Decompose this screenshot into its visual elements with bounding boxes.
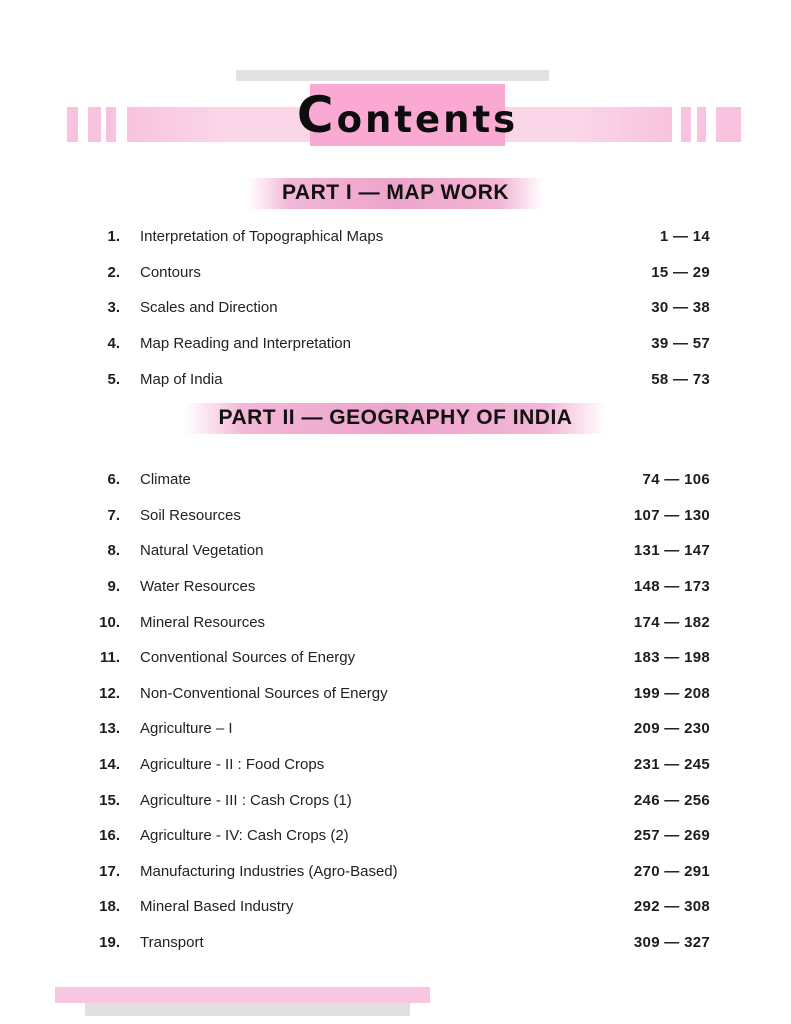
item-title: Transport <box>140 934 204 952</box>
footer-pink-bar <box>55 987 430 1003</box>
item-pages: 257 — 269 <box>633 827 710 845</box>
part2-toc-list <box>98 462 710 960</box>
item-title: Scales and Direction <box>140 299 278 317</box>
item-title: Agriculture - II : Food Crops <box>140 756 325 774</box>
toc-row <box>98 889 710 925</box>
toc-row <box>98 498 710 534</box>
item-pages: 148 — 173 <box>633 578 710 596</box>
right-stripe-1 <box>681 107 691 142</box>
item-number: 5. <box>107 370 120 388</box>
item-number: 11. <box>99 649 120 667</box>
item-pages: 183 — 198 <box>633 649 710 667</box>
item-number: 9. <box>107 578 120 596</box>
item-title: Conventional Sources of Energy <box>140 649 356 667</box>
item-number: 13. <box>99 720 120 738</box>
part2-heading-wrap <box>0 403 791 434</box>
toc-row <box>98 676 710 712</box>
toc-row <box>98 326 710 362</box>
item-title: Non-Conventional Sources of Energy <box>140 684 388 702</box>
toc-row <box>98 533 710 569</box>
part2-heading: PART II — GEOGRAPHY OF INDIA <box>185 403 607 434</box>
item-number: 7. <box>107 506 120 524</box>
item-pages: 107 — 130 <box>633 506 710 524</box>
toc-row <box>98 711 710 747</box>
item-number: 1. <box>107 228 120 246</box>
contents-title-box <box>296 84 519 146</box>
item-number: 8. <box>107 542 120 560</box>
toc-row <box>98 604 710 640</box>
item-number: 4. <box>107 335 120 353</box>
item-number: 17. <box>99 862 120 880</box>
item-title: Agriculture - III : Cash Crops (1) <box>140 791 352 809</box>
item-number: 18. <box>99 898 120 916</box>
item-pages: 1 — 14 <box>659 228 710 246</box>
toc-row <box>98 818 710 854</box>
item-title: Manufacturing Industries (Agro-Based) <box>140 862 398 880</box>
item-title: Climate <box>140 471 191 489</box>
right-stripe-2 <box>697 107 706 142</box>
right-stripe-3 <box>716 107 741 142</box>
item-pages: 74 — 106 <box>642 471 710 489</box>
item-title: Agriculture – I <box>140 720 233 738</box>
toc-row <box>98 747 710 783</box>
item-title: Mineral Resources <box>140 613 266 631</box>
item-pages: 39 — 57 <box>651 335 710 353</box>
item-number: 19. <box>99 934 120 952</box>
item-title: Mineral Based Industry <box>140 898 294 916</box>
part1-toc-list <box>98 219 710 397</box>
toc-row <box>98 219 710 255</box>
left-stripe-3 <box>106 107 116 142</box>
item-title: Water Resources <box>140 578 256 596</box>
item-pages: 131 — 147 <box>633 542 710 560</box>
item-pages: 292 — 308 <box>633 898 710 916</box>
toc-row <box>98 640 710 676</box>
item-title: Contours <box>140 263 201 281</box>
item-number: 10. <box>99 613 120 631</box>
toc-row <box>98 854 710 890</box>
item-pages: 209 — 230 <box>633 720 710 738</box>
item-number: 12. <box>99 684 120 702</box>
toc-row <box>98 361 710 397</box>
part1-heading: PART I — MAP WORK <box>248 178 543 209</box>
item-title: Map of India <box>140 370 223 388</box>
item-number: 14. <box>99 756 120 774</box>
item-number: 15. <box>99 791 120 809</box>
footer-gray-bar <box>85 1003 410 1016</box>
item-title: Interpretation of Topographical Maps <box>140 228 384 246</box>
item-title: Agriculture - IV: Cash Crops (2) <box>140 827 349 845</box>
toc-row <box>98 569 710 605</box>
item-title: Natural Vegetation <box>140 542 264 560</box>
item-number: 16. <box>99 827 120 845</box>
toc-row <box>98 925 710 961</box>
item-title: Map Reading and Interpretation <box>140 335 351 353</box>
left-stripe-2 <box>88 107 101 142</box>
item-pages: 15 — 29 <box>651 263 710 281</box>
item-title: Soil Resources <box>140 506 241 524</box>
toc-row <box>98 462 710 498</box>
page-title: Contents <box>296 86 519 144</box>
left-stripe-1 <box>67 107 78 142</box>
top-gray-bar <box>236 70 549 81</box>
item-pages: 309 — 327 <box>633 934 710 952</box>
item-pages: 246 — 256 <box>633 791 710 809</box>
item-number: 3. <box>107 299 120 317</box>
item-number: 2. <box>107 263 120 281</box>
item-pages: 270 — 291 <box>633 862 710 880</box>
toc-row <box>98 255 710 291</box>
item-pages: 199 — 208 <box>633 684 710 702</box>
item-pages: 30 — 38 <box>651 299 710 317</box>
item-pages: 58 — 73 <box>651 370 710 388</box>
toc-row <box>98 782 710 818</box>
item-number: 6. <box>107 471 120 489</box>
item-pages: 231 — 245 <box>633 756 710 774</box>
toc-row <box>98 290 710 326</box>
part1-heading-wrap <box>0 178 791 209</box>
item-pages: 174 — 182 <box>633 613 710 631</box>
